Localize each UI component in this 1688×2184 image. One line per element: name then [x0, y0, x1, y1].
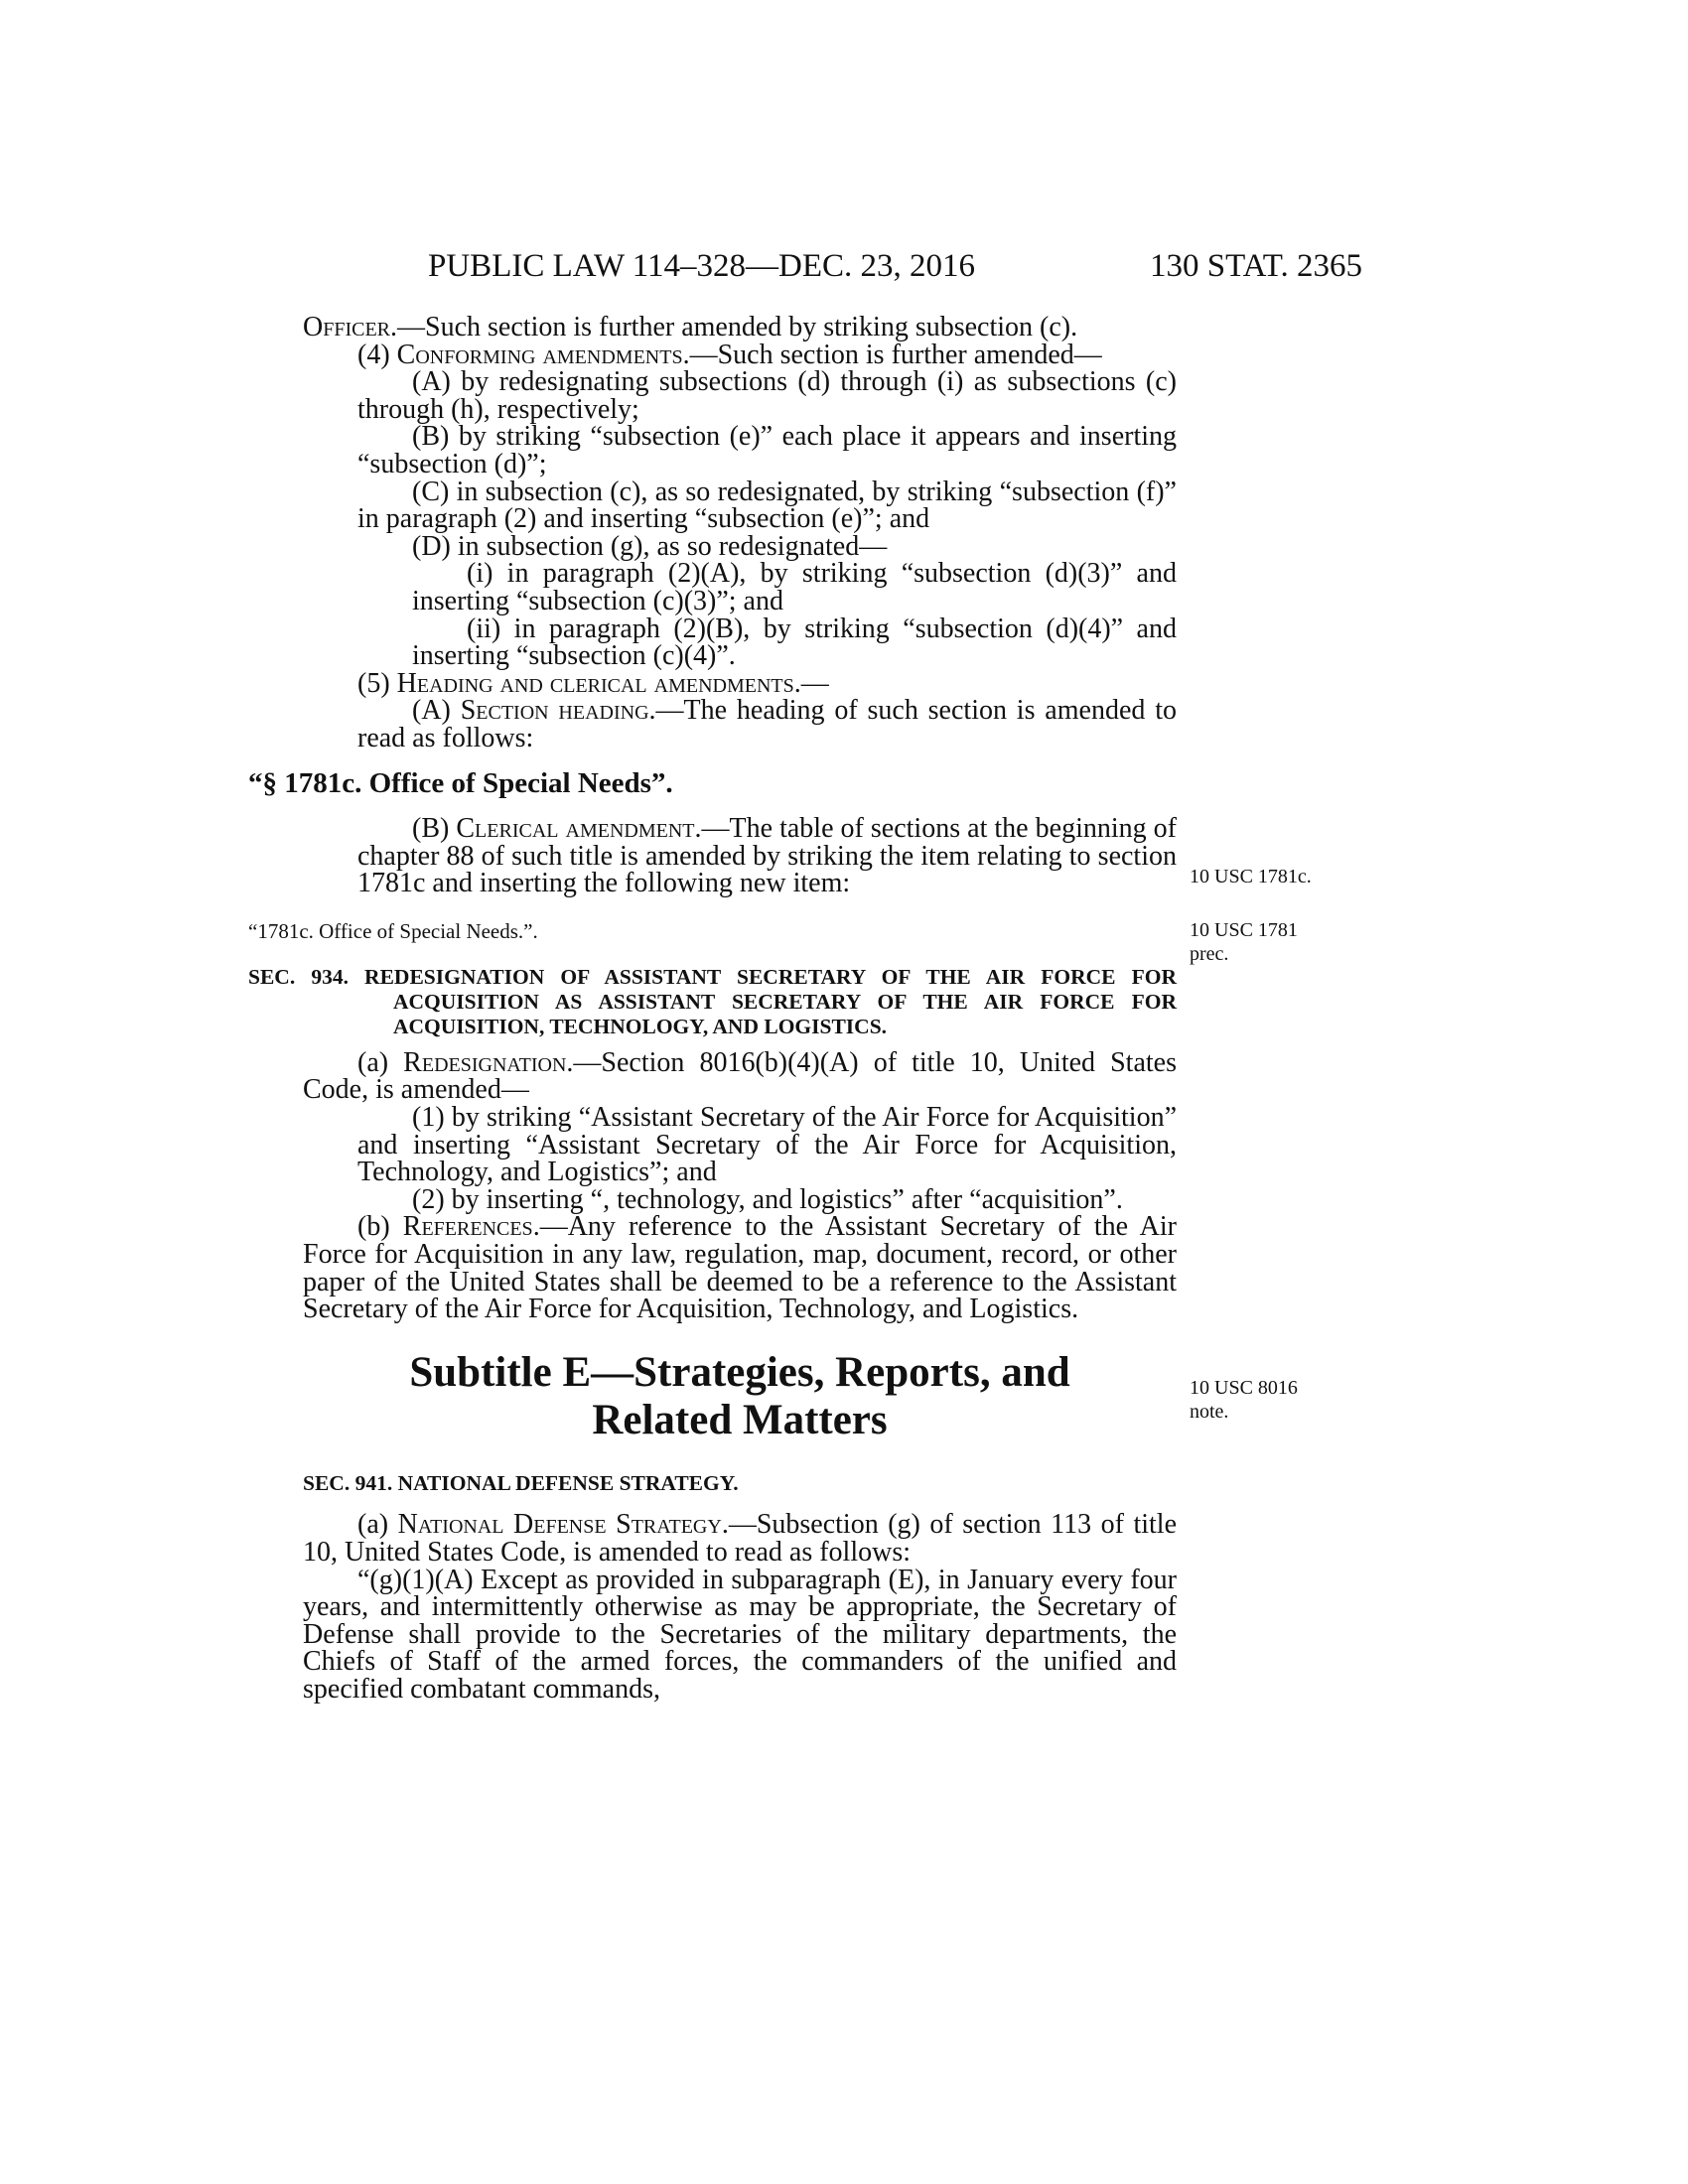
- margin-note-text: 10 USC 1781: [1190, 919, 1298, 941]
- stat-page-number: 130 STAT. 2365: [1150, 248, 1363, 284]
- section-934-heading: SEC. 934. REDESIGNATION OF ASSISTANT SECRETARY OF THE AIR FORCE FOR ACQUISITION AS ASSISTANT SECRETARY OF THE AIR FORCE FOR ACQUISITION, TECHNOLOGY, AND LOGISTICS.: [248, 964, 1177, 1038]
- paragraph-text: .—Any reference to the Assistant Secretary of the Air Force for Acquisition in any law, regulation, map, document, record, or other paper of the United States shall be deemed to be a reference to the Assistant Secretary of the Air Force for Acquisition, Technology, and Logistics.: [303, 1211, 1177, 1325]
- subparagraph-b: (B) by striking “subsection (e)” each place it appears and inserting “subsection (d)”;: [357, 421, 1177, 479]
- document-body: [248, 312, 1178, 1705]
- clause-i: (i) in paragraph (2)(A), by striking “subsection (d)(3)” and inserting “subsection (c)(3)”; and: [412, 558, 1177, 616]
- paragraph-national-defense-strategy: [303, 1511, 1177, 1566]
- paragraph-number: (a): [357, 1509, 398, 1541]
- subtitle-line-1: Subtitle E—Strategies, Reports, and: [409, 1348, 1070, 1396]
- paragraph-934-2: (2) by inserting “, technology, and logistics” after “acquisition”.: [412, 1183, 1123, 1215]
- paragraph-text: .—: [793, 667, 829, 699]
- paragraph-number: (5): [357, 667, 397, 699]
- margin-note-text: 10 USC 8016: [1190, 1377, 1298, 1399]
- paragraph-text: .—Section 8016(b)(4)(A) of title 10, United States Code, is amended—: [303, 1046, 1177, 1106]
- paragraph-caption: Heading and clerical amendments: [396, 667, 794, 699]
- margin-note-text: 10 USC 1781c.: [1190, 866, 1312, 887]
- paragraph-g-1-a: “(g)(1)(A) Except as provided in subparagraph (E), in January every four years, and intermittently otherwise as may be appropriate, the Secretary of Defense shall provide to the Secretaries of the military departments, the Chiefs of Staff of the armed forces, the commanders of the unified and specified combatant commands,: [303, 1564, 1177, 1705]
- margin-note-text: note.: [1190, 1401, 1229, 1423]
- subparagraph-section-heading: [303, 697, 1177, 751]
- paragraph-934-1: (1) by striking “Assistant Secretary of the Air Force for Acquisition” and inserting “Assistant Secretary of the Air Force for Acquisition, Technology, and Logistics”; and: [357, 1102, 1177, 1188]
- paragraph-redesignation: [303, 1046, 1177, 1106]
- paragraph-references: [303, 1211, 1177, 1325]
- margin-note-text: prec.: [1190, 943, 1229, 965]
- margin-note-10-usc-1781-prec: [1190, 918, 1368, 966]
- paragraph-officer: [303, 314, 1177, 341]
- running-head: PUBLIC LAW 114–328—DEC. 23, 2016: [428, 248, 976, 284]
- paragraph-text: .—Such section is further amended by striking subsection (c).: [390, 312, 1078, 342]
- clause-ii: (ii) in paragraph (2)(B), by striking “subsection (d)(4)” and inserting “subsection (c)(4)”.: [412, 613, 1177, 672]
- subtitle-heading: [303, 1349, 1177, 1444]
- paragraph-number: (A): [412, 695, 461, 727]
- paragraph-number: (4): [357, 339, 397, 370]
- subparagraph-c: (C) in subsection (c), as so redesignated, by striking “subsection (f)” in paragraph (2) and inserting “subsection (e)”; and: [357, 476, 1177, 535]
- paragraph-number: (b): [357, 1211, 403, 1243]
- paragraph-text: .—The heading of such section is amended to read as follows:: [357, 695, 1177, 753]
- paragraph-caption: Officer: [303, 312, 391, 342]
- paragraph-conforming-amendments: [303, 341, 1177, 369]
- table-of-sections-item: “1781c. Office of Special Needs.”.: [248, 918, 538, 943]
- quoted-section-heading: “§ 1781c. Office of Special Needs”.: [248, 766, 673, 799]
- margin-note-10-usc-8016-note: [1190, 1376, 1368, 1424]
- subtitle-line-2: Related Matters: [592, 1396, 888, 1443]
- paragraph-heading-and-clerical: [303, 667, 1177, 699]
- paragraph-caption: National Defense Strategy: [397, 1509, 722, 1541]
- paragraph-text: .—The table of sections at the beginning of chapter 88 of such title is amended by striking the item relating to section 1781c and inserting the following new item:: [357, 813, 1177, 899]
- paragraph-caption: Clerical amendment: [456, 813, 695, 845]
- paragraph-text: .—Subsection (g) of section 113 of title 10, United States Code, is amended to read as follows:: [303, 1509, 1178, 1568]
- paragraph-caption: Section heading: [460, 695, 649, 727]
- subparagraph-clerical-amendment: [303, 815, 1177, 897]
- subparagraph-d: (D) in subsection (g), as so redesignated—: [412, 530, 888, 562]
- margin-note-10-usc-1781c: [1190, 865, 1368, 888]
- paragraph-number: (a): [357, 1046, 404, 1078]
- paragraph-caption: References: [402, 1211, 533, 1243]
- paragraph-caption: Redesignation: [403, 1046, 567, 1078]
- section-941-heading: SEC. 941. NATIONAL DEFENSE STRATEGY.: [303, 1470, 739, 1495]
- subparagraph-a: (A) by redesignating subsections (d) through (i) as subsections (c) through (h), respectively;: [357, 366, 1177, 425]
- paragraph-caption: Conforming amendments: [396, 339, 683, 370]
- paragraph-number: (B): [412, 813, 457, 845]
- paragraph-text: .—Such section is further amended—: [682, 339, 1102, 370]
